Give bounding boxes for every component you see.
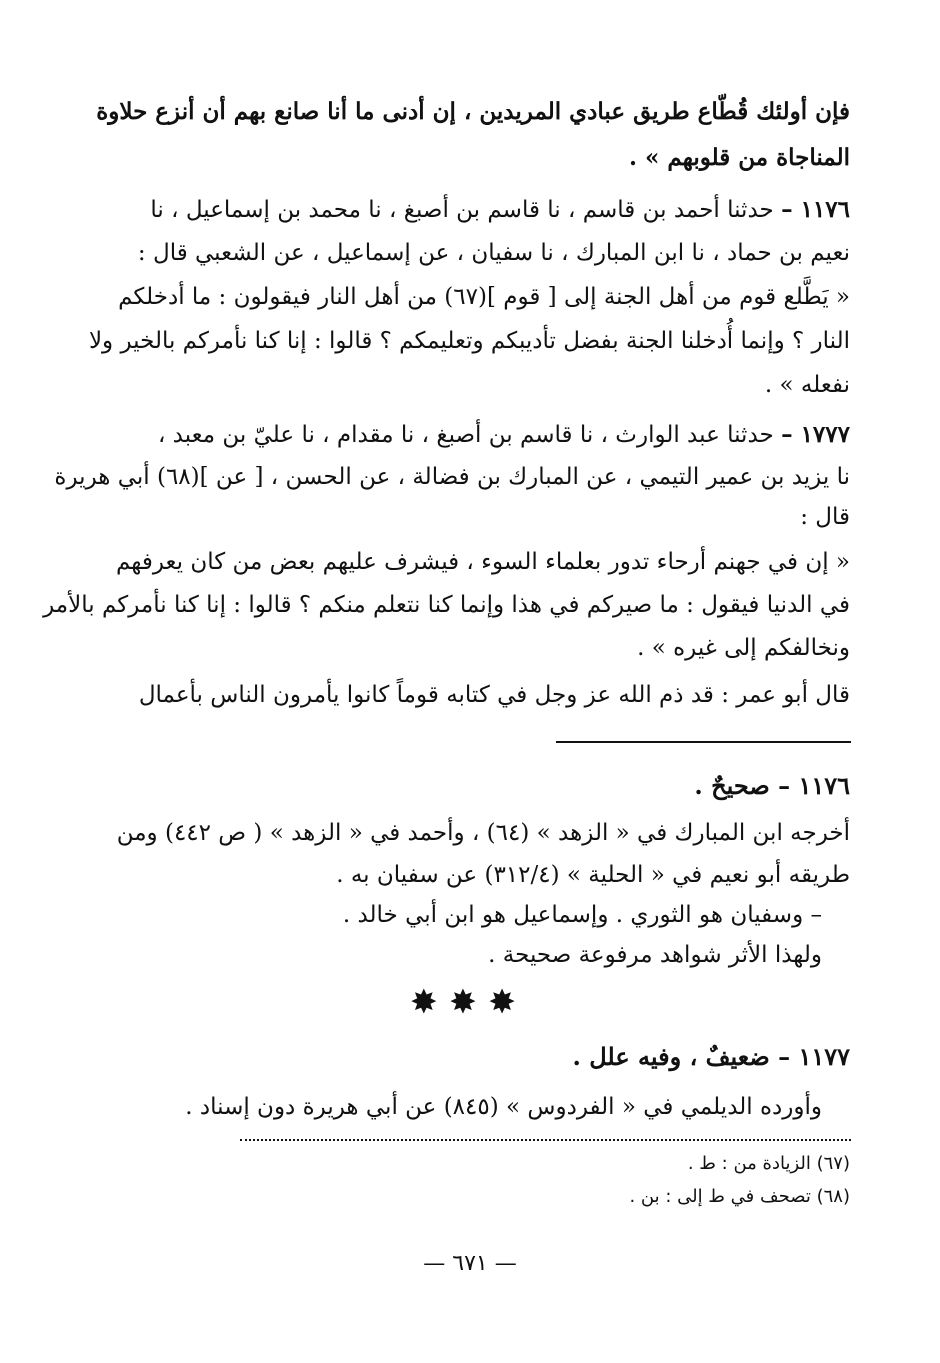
stars-separator: ✸✸✸ <box>411 985 529 1020</box>
entry-1177-line-2: نا يزيد بن عمير التيمي ، عن المبارك بن فضالة ، عن الحسن ، [ عن ](٦٨) أبي هريرة <box>54 464 850 490</box>
entry-1177-line-3: قال : <box>800 504 850 530</box>
top-paragraph-line-1: فإن أولئك قُطّاع طريق عبادي المريدين ، إن أدنى ما أنا صانع بهم أن أنزع حلاوة <box>96 98 850 125</box>
footnote-68: (٦٨) تصحف في ط إلى : بن . <box>629 1186 850 1207</box>
commentary-1176-line-1: أخرجه ابن المبارك في « الزهد » (٦٤) ، وأحمد في « الزهد » ( ص ٤٤٢) ومن <box>116 820 850 846</box>
entry-1176-line-2: نعيم بن حماد ، نا ابن المبارك ، نا سفيان ، عن إسماعيل ، عن الشعبي قال : <box>137 240 850 266</box>
commentary-1176-heading: ١١٧٦ – صحيحٌ . <box>694 771 850 800</box>
entry-1176-number: ١١٧٦ – <box>781 196 850 223</box>
page-number: — ٦٧١ — <box>423 1251 517 1276</box>
entry-1177-line-5: في الدنيا فيقول : ما صيركم في هذا وإنما كنا نتعلم منكم ؟ قالوا : إنا كنا نأمركم بالأمر <box>43 592 850 618</box>
entry-1176-line-1 <box>150 195 850 225</box>
entry-1177-line-6: ونخالفكم إلى غيره » . <box>637 635 850 661</box>
footnote-separator <box>240 1139 851 1141</box>
commentary-1176-line-3: – وسفيان هو الثوري . وإسماعيل هو ابن أبي خالد . <box>342 902 822 928</box>
commentary-1177-heading: ١١٧٧ – ضعيفٌ ، وفيه علل . <box>572 1042 850 1071</box>
entry-1176-line-5: نفعله » . <box>764 372 850 398</box>
entry-1176-line-3: « يَطَّلع قوم من أهل الجنة إلى [ قوم ](٦٧) من أهل النار فيقولون : ما أدخلكم <box>118 284 850 310</box>
abu-umar-line: قال أبو عمر : قد ذم الله عز وجل في كتابه قوماً كانوا يأمرون الناس بأعمال <box>138 682 850 708</box>
commentary-1176-line-4: ولهذا الأثر شواهد مرفوعة صحيحة . <box>488 942 822 968</box>
top-paragraph-line-2: المناجاة من قلوبهم » . <box>629 144 850 171</box>
entry-1177-number: ١٧٧٧ – <box>781 421 850 448</box>
footnote-67: (٦٧) الزيادة من : ط . <box>687 1153 850 1174</box>
entry-1177-line-1 <box>157 420 850 450</box>
section-rule <box>556 741 851 743</box>
entry-1177-line-4: « إن في جهنم أرحاء تدور بعلماء السوء ، فيشرف عليهم بعض من كان يعرفهم <box>115 549 850 575</box>
entry-1177-text: حدثنا عبد الوارث ، نا قاسم بن أصبغ ، نا مقدام ، نا عليّ بن معبد ، <box>157 422 782 448</box>
commentary-1177-line-1: وأورده الديلمي في « الفردوس » (٨٤٥) عن أبي هريرة دون إسناد . <box>185 1094 822 1120</box>
entry-1176-text: حدثنا أحمد بن قاسم ، نا قاسم بن أصبغ ، نا محمد بن إسماعيل ، نا <box>150 197 782 223</box>
commentary-1176-line-2: طريقه أبو نعيم في « الحلية » (٣١٢/٤) عن سفيان به . <box>336 862 850 888</box>
entry-1176-line-4: النار ؟ وإنما أُدخلنا الجنة بفضل تأديبكم وتعليمكم ؟ قالوا : إنا كنا نأمركم بالخير ولا <box>88 328 850 354</box>
